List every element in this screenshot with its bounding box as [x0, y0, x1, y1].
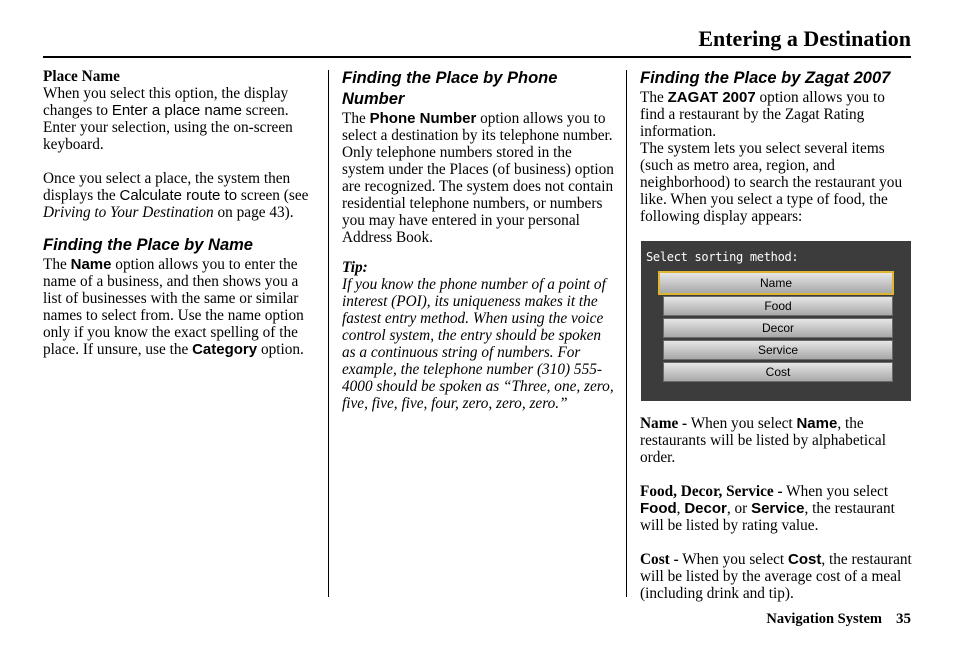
ui-label-name: Name	[796, 415, 838, 432]
text: ,	[676, 500, 685, 517]
zagat-paragraph	[640, 89, 912, 140]
term: Food, Decor, Service -	[640, 483, 783, 500]
zagat-paragraph-2: The system lets you select several items (such as metro area, region, and neighborhood) to search the restaurant you like. When you select a type of food, the following display appears:	[640, 140, 903, 225]
column-divider-2	[626, 70, 627, 597]
column-3	[640, 68, 912, 602]
by-phone-paragraph	[342, 110, 614, 246]
header-rule	[43, 56, 911, 58]
text: option.	[257, 341, 304, 358]
text: When you select this option, the display changes to	[43, 85, 289, 119]
ui-label-phone-number: Phone Number	[369, 110, 477, 127]
term: Name -	[640, 415, 688, 432]
column-1	[43, 68, 315, 358]
text: When you select	[678, 551, 788, 568]
column-2	[342, 68, 614, 412]
text: option allows you to select a destination by its telephone number. Only telephone numbers stored in the system under the Places (of business) option are recognized. The system does not contain residential telephone numbers, or numbers you may have entered in your personal Address Book.	[342, 110, 614, 246]
ui-label-enter-place-name: Enter a place name	[111, 102, 242, 119]
screen-title: Select sorting method:	[646, 250, 799, 264]
term: Cost -	[640, 551, 679, 568]
ui-label-calculate-route: Calculate route to	[119, 187, 238, 204]
place-name-heading: Place Name	[43, 68, 120, 85]
text: , the restaurants will be listed by alphabetical order.	[640, 415, 886, 466]
name-description	[640, 415, 912, 466]
cross-reference: Driving to Your Destination	[43, 204, 214, 221]
page-footer	[766, 611, 911, 628]
text: The	[43, 256, 71, 273]
cost-description	[640, 551, 912, 602]
by-phone-heading: Finding the Place by Phone Number	[342, 69, 558, 108]
by-name-paragraph	[43, 256, 315, 358]
ui-label-zagat: ZAGAT 2007	[667, 89, 756, 106]
text: option allows you to enter the name of a business, and then shows you a list of businesses with the same or similar names to select from. Use the name option only if you know the exact spelling of the place. If unsure, use the	[43, 256, 304, 358]
ui-label-category: Category	[192, 341, 258, 358]
text: Once you select a place, the system then displays the	[43, 170, 291, 204]
ui-label-name: Name	[70, 256, 112, 273]
sort-option-cost-button[interactable]: Cost	[663, 362, 893, 382]
text: When you select	[687, 415, 797, 432]
sort-option-decor-button[interactable]: Decor	[663, 318, 893, 338]
text: The	[342, 110, 370, 127]
page-number: 35	[896, 611, 911, 627]
tip-label: Tip:	[342, 259, 368, 276]
sort-option-food-button[interactable]: Food	[663, 296, 893, 316]
text: , or	[726, 500, 752, 517]
ui-label-decor: Decor	[684, 500, 727, 517]
text: The	[640, 89, 668, 106]
text: , the restaurant will be listed by rating value.	[640, 500, 895, 534]
ui-label-food: Food	[640, 500, 677, 517]
footer-label: Navigation System	[766, 611, 882, 627]
ui-label-service: Service	[751, 500, 805, 517]
page-title: Entering a Destination	[698, 26, 911, 51]
text: screen (see	[237, 187, 309, 204]
text: , the restaurant will be listed by the average cost of a meal (including drink and tip).	[640, 551, 912, 602]
sort-option-name-button[interactable]: Name	[658, 271, 894, 295]
text: screen. Enter your selection, using the on-screen keyboard.	[43, 102, 293, 153]
sorting-method-screen	[641, 241, 911, 401]
food-decor-service-description	[640, 483, 912, 534]
text: on page 43).	[213, 204, 294, 221]
place-name-paragraph	[43, 85, 315, 153]
tip-text: If you know the phone number of a point of interest (POI), its uniqueness makes it the fastest entry method. When using the voice control system, the entry should be spoken as a continuous string of numbers. For example, the telephone number (310) 555-4000 should be spoken as “Three, one, zero, five, five, five, four, zero, zero, zero.”	[342, 276, 614, 412]
sort-option-service-button[interactable]: Service	[663, 340, 893, 360]
calculate-route-paragraph	[43, 170, 315, 221]
by-name-heading: Finding the Place by Name	[43, 236, 253, 254]
by-zagat-heading: Finding the Place by Zagat 2007	[640, 69, 891, 87]
text: When you select	[782, 483, 889, 500]
text: option allows you to find a restaurant by the Zagat Rating information.	[640, 89, 885, 140]
ui-label-cost: Cost	[787, 551, 822, 568]
column-divider-1	[328, 70, 329, 597]
